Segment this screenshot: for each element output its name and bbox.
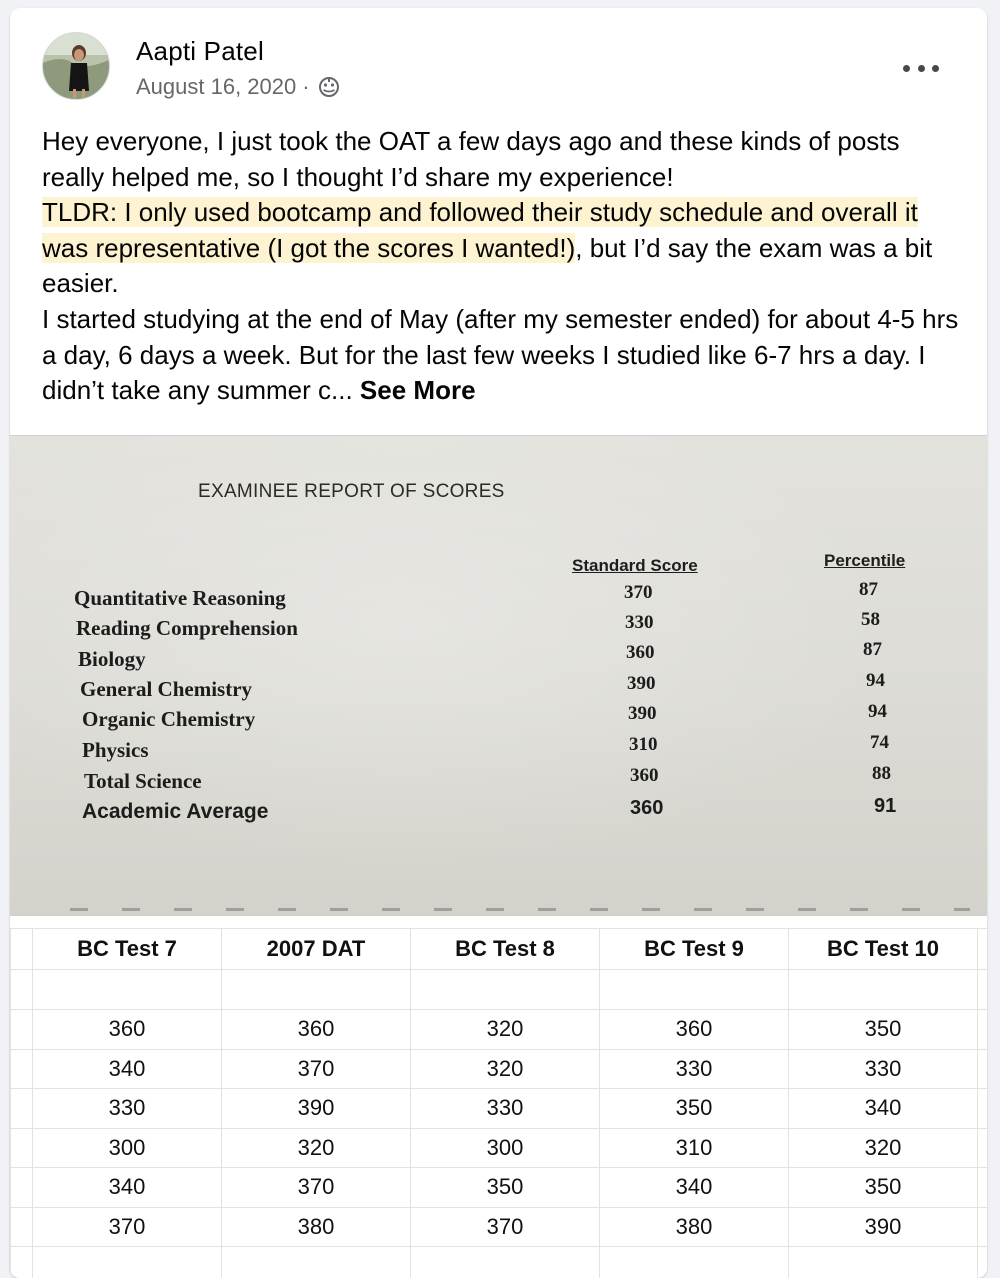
- table-cell: 360: [600, 1010, 789, 1050]
- table-cell: 330: [33, 1089, 222, 1129]
- post-body: [42, 124, 962, 409]
- percentile-value: 94: [866, 670, 885, 692]
- standard-score-value: 390: [627, 673, 656, 695]
- percentile-value: 94: [868, 701, 887, 723]
- table-cell: [411, 1247, 600, 1278]
- table-edge-cell: [11, 1049, 33, 1089]
- column-header: BC Test 8: [411, 929, 600, 970]
- subject-label: Total Science: [84, 769, 202, 794]
- post-text-highlight: TLDR: I only used bootcamp and followed their study schedule and overall it was representative (I got the scores I wanted!): [42, 197, 918, 263]
- more-options-icon[interactable]: [903, 58, 939, 78]
- post-card: [10, 8, 987, 1278]
- standard-score-value: 310: [629, 734, 658, 756]
- more-dot: [918, 65, 925, 72]
- table-cell: 320: [222, 1128, 411, 1168]
- avatar[interactable]: [42, 32, 110, 100]
- more-dot: [903, 65, 910, 72]
- table-cell: [11, 1247, 33, 1278]
- see-more-link[interactable]: See More: [360, 375, 476, 405]
- table-cell: [789, 970, 978, 1010]
- table-edge-cell: [978, 929, 988, 970]
- percentile-value: 87: [863, 639, 882, 661]
- table-cell: 320: [789, 1128, 978, 1168]
- post-text-intro: Hey everyone, I just took the OAT a few days ago and these kinds of posts really helped me, so I thought I’d share my experience!: [42, 126, 900, 192]
- table-cell: 340: [33, 1049, 222, 1089]
- percentile-value: 91: [874, 795, 896, 818]
- percentile-header: Percentile: [824, 551, 905, 571]
- table-edge-cell: [11, 1089, 33, 1129]
- table-cell: 360: [222, 1010, 411, 1050]
- table-edge-cell: [978, 1010, 988, 1050]
- table-cell: [978, 1247, 988, 1278]
- table-cell: 350: [789, 1168, 978, 1208]
- author-name[interactable]: Aapti Patel: [136, 36, 264, 67]
- post-meta: [136, 74, 340, 100]
- table-row: [11, 1128, 988, 1168]
- table-cell: 380: [600, 1207, 789, 1247]
- table-cell: [978, 970, 988, 1010]
- table-cell: 330: [411, 1089, 600, 1129]
- post-text-after-highlight: , but I’d say the exam was a bit easier.: [42, 233, 932, 299]
- table-cell: 310: [600, 1128, 789, 1168]
- table-edge-cell: [11, 1128, 33, 1168]
- standard-score-value: 360: [626, 642, 655, 664]
- table-row: [11, 1247, 988, 1278]
- table-cell: [600, 1247, 789, 1278]
- table-cell: 390: [789, 1207, 978, 1247]
- table-cell: [411, 970, 600, 1010]
- subject-label: General Chemistry: [80, 677, 252, 702]
- practice-test-table: [10, 928, 987, 1278]
- table-row: [11, 970, 988, 1010]
- globe-icon[interactable]: [318, 76, 340, 98]
- subject-label: Reading Comprehension: [76, 616, 298, 641]
- table-cell: 340: [789, 1089, 978, 1129]
- post-date[interactable]: August 16, 2020: [136, 74, 296, 100]
- report-title: EXAMINEE REPORT OF SCORES: [198, 481, 505, 503]
- table-edge-cell: [11, 929, 33, 970]
- table-edge-cell: [978, 1207, 988, 1247]
- post-header: [10, 8, 987, 118]
- table-cell: 300: [411, 1128, 600, 1168]
- table-cell: 340: [33, 1168, 222, 1208]
- table-cell: [222, 1247, 411, 1278]
- table-edge-cell: [11, 1168, 33, 1208]
- table-cell: 320: [411, 1010, 600, 1050]
- post-text-study: I started studying at the end of May (after my semester ended) for about 4-5 hrs a day, 6 days a week. But for the last few weeks I studied like 6-7 hrs a day. I didn’t take any summer c...: [42, 304, 958, 405]
- photo-cutoff-text: [70, 908, 970, 911]
- table-header-row: [11, 929, 988, 970]
- column-header: 2007 DAT: [222, 929, 411, 970]
- meta-separator: ·: [302, 74, 309, 100]
- table-cell: 360: [33, 1010, 222, 1050]
- table-edge-cell: [978, 1049, 988, 1089]
- percentile-value: 74: [870, 732, 889, 754]
- table-edge-cell: [978, 1168, 988, 1208]
- table-row: [11, 1168, 988, 1208]
- standard-score-value: 330: [625, 612, 654, 634]
- score-report-photo[interactable]: [10, 435, 987, 915]
- table-cell: 350: [600, 1089, 789, 1129]
- table-cell: [600, 970, 789, 1010]
- percentile-value: 88: [872, 763, 891, 785]
- table-cell: 330: [600, 1049, 789, 1089]
- table-edge-cell: [11, 1010, 33, 1050]
- column-header: BC Test 7: [33, 929, 222, 970]
- table-cell: 370: [222, 1049, 411, 1089]
- table-row: [11, 1010, 988, 1050]
- table-cell: 330: [789, 1049, 978, 1089]
- table-cell: 370: [411, 1207, 600, 1247]
- avatar-image: [43, 33, 110, 100]
- spreadsheet-image[interactable]: [10, 915, 987, 1278]
- percentile-value: 58: [861, 609, 880, 631]
- subject-label: Biology: [78, 647, 146, 672]
- table-cell: 350: [411, 1168, 600, 1208]
- more-dot: [932, 65, 939, 72]
- table-cell: 370: [222, 1168, 411, 1208]
- standard-score-value: 360: [630, 765, 659, 787]
- column-header: BC Test 10: [789, 929, 978, 970]
- table-row: [11, 1049, 988, 1089]
- table-cell: 300: [33, 1128, 222, 1168]
- table-row: [11, 1089, 988, 1129]
- table-cell: 370: [33, 1207, 222, 1247]
- table-cell: [222, 970, 411, 1010]
- subject-label: Quantitative Reasoning: [74, 586, 286, 611]
- table-cell: 320: [411, 1049, 600, 1089]
- table-cell: [789, 1247, 978, 1278]
- column-header: BC Test 9: [600, 929, 789, 970]
- table-cell: 350: [789, 1010, 978, 1050]
- percentile-value: 87: [859, 579, 878, 601]
- standard-score-value: 390: [628, 703, 657, 725]
- table-cell: [11, 970, 33, 1010]
- standard-score-value: 360: [630, 797, 663, 820]
- table-cell: 380: [222, 1207, 411, 1247]
- table-row: [11, 1207, 988, 1247]
- standard-score-header: Standard Score: [572, 556, 698, 576]
- subject-label: Academic Average: [82, 800, 268, 824]
- subject-label: Organic Chemistry: [82, 707, 255, 732]
- subject-label: Physics: [82, 738, 149, 763]
- table-cell: 340: [600, 1168, 789, 1208]
- table-cell: 390: [222, 1089, 411, 1129]
- table-edge-cell: [11, 1207, 33, 1247]
- standard-score-value: 370: [624, 582, 653, 604]
- table-edge-cell: [978, 1089, 988, 1129]
- table-edge-cell: [978, 1128, 988, 1168]
- table-cell: [33, 970, 222, 1010]
- table-cell: [33, 1247, 222, 1278]
